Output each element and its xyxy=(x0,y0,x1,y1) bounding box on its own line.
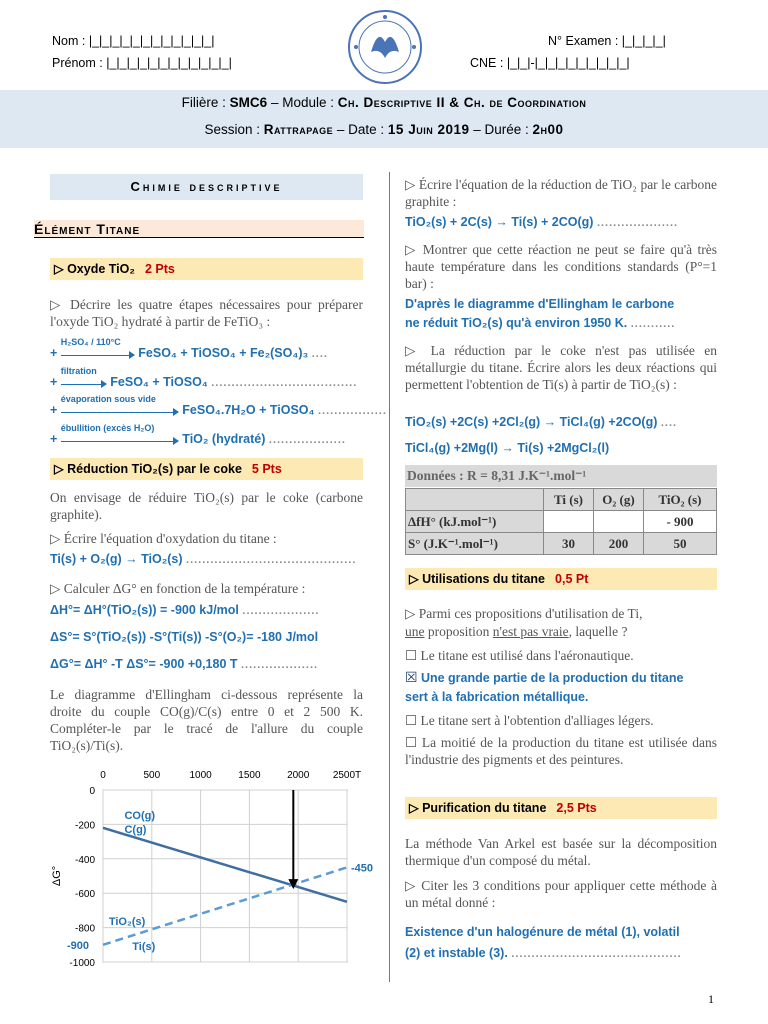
step-1: + H₂SO₄ / 110°C FeSO₄ + TiOSO₄ + Fe₂(SO₄)₃ .... xyxy=(50,336,328,360)
q1-text: ▷ Décrire les quatre étapes nécessaires pour préparer l'oxyde TiO₂ hydraté à partir de FeTiO₃ : xyxy=(50,297,363,329)
university-seal-logo xyxy=(338,8,432,86)
c-label: C(g) xyxy=(124,824,147,836)
q5-answer-2: TiCl₄(g) +2Mg(l) → Ti(s) +2MgCl₂(l) xyxy=(405,441,610,455)
table-cell: ΔfH° (kJ.mol⁻¹) xyxy=(406,511,544,533)
q3-answer: TiO₂(s) + 2C(s) → Ti(s) + 2CO(g) .................... xyxy=(405,215,679,229)
y-tick-label: -600 xyxy=(74,889,95,901)
cne-label: CNE : |_|_|-|_|_|_|_|_|_|_|_|_| xyxy=(470,56,630,70)
data-table xyxy=(405,488,717,555)
q6-text-2: une proposition n'est pas vraie, laquelle ? xyxy=(405,624,628,639)
table-header-cell xyxy=(406,489,544,511)
filiere-line: Filière : SMC6 – Module : Ch. Descriptive II & Ch. de Coordination xyxy=(181,95,587,110)
x-tick-label: 500 xyxy=(143,770,161,781)
nom-field[interactable]: |_|_|_|_|_|_|_|_|_|_|_|_| xyxy=(88,34,215,48)
y-tick-label: -800 xyxy=(74,923,95,935)
prenom-label: Prénom : |_|_|_|_|_|_|_|_|_|_|_|_| xyxy=(52,56,232,70)
table-header-cell: Ti (s) xyxy=(544,489,594,511)
question-reduction-header: ▷ Réduction TiO₂(s) par le coke 5 Pts xyxy=(50,458,363,480)
table-header-cell: TiO₂ (s) xyxy=(644,489,717,511)
examen-field[interactable]: |_|_|_|_| xyxy=(621,34,666,48)
donnees-label: Données : R = 8,31 J.K⁻¹.mol⁻¹ xyxy=(405,465,717,487)
table-cell xyxy=(594,511,644,533)
q4-answer-1: D'après le diagramme d'Ellingham le carbone xyxy=(405,297,675,311)
table-cell: 50 xyxy=(644,533,717,555)
x-tick-label: 0 xyxy=(100,770,106,781)
table-cell: - 900 xyxy=(644,511,717,533)
q7-question: ▷ Citer les 3 conditions pour appliquer cette méthode à un métal donné : xyxy=(405,878,717,910)
question-oxyde-header: ▷ Oxyde TiO₂ 2 Pts xyxy=(50,258,363,280)
ti-label: Ti(s) xyxy=(132,940,156,953)
column-divider xyxy=(389,172,390,982)
minus-900-label: -900 xyxy=(67,939,90,952)
arrow-icon: évaporation sous vide xyxy=(61,404,179,418)
option-3[interactable]: ☐ Le titane sert à l'obtention d'alliages légers. xyxy=(405,713,654,728)
ellingham-chart xyxy=(40,762,380,976)
q5-answer-1: TiO₂(s) +2C(s) +2Cl₂(g) → TiCl₄(g) +2CO(g) .... xyxy=(405,415,678,429)
option-2-selected[interactable]: ☒ Une grande partie de la production du titane sert à la fabrication métallique. xyxy=(405,671,684,704)
q2-a: ▷ Écrire l'équation d'oxydation du titane : xyxy=(50,531,277,546)
session-line: Session : Rattrapage – Date : 15 Juin 2019 – Durée : 2h00 xyxy=(204,122,564,137)
co-label: CO(g) xyxy=(124,810,156,823)
option-4[interactable]: ☐ La moitié de la production du titane est utilisée dans l'industrie des pigments et des peintures. xyxy=(405,735,717,767)
y-axis-label: ΔG° xyxy=(51,865,63,887)
tio2-label: TiO₂(s) xyxy=(108,916,146,929)
x-tick-label: 2000 xyxy=(287,770,310,781)
option-1[interactable]: ☐ Le titane est utilisé dans l'aéronautique. xyxy=(405,648,634,663)
checked-box-icon: ☒ xyxy=(405,671,418,686)
page-number: 1 xyxy=(708,992,714,1006)
table-row xyxy=(406,533,717,555)
question-utilisations-header: ▷ Utilisations du titane 0,5 Pt xyxy=(405,568,717,590)
delta-h-answer: ΔH°= ΔH°(TiO₂(s)) = -900 kJ/mol ................... xyxy=(50,603,320,617)
q2-a-answer: Ti(s) + O₂(g) → TiO₂(s) .......................................... xyxy=(50,552,357,566)
q6-text-1: ▷ Parmi ces propositions d'utilisation de Ti, xyxy=(405,606,643,621)
prenom-field[interactable]: |_|_|_|_|_|_|_|_|_|_|_|_| xyxy=(106,56,232,70)
y-tick-label: -400 xyxy=(74,854,95,866)
nom-label: Nom : |_|_|_|_|_|_|_|_|_|_|_|_| xyxy=(52,34,215,48)
delta-g-answer: ΔG°= ΔH° -T ΔS°= -900 +0,180 T ................... xyxy=(50,657,319,671)
table-cell: 200 xyxy=(594,533,644,555)
cne-field[interactable]: |_|_|-|_|_|_|_|_|_|_|_|_| xyxy=(506,56,630,70)
table-cell xyxy=(544,511,594,533)
arrow-icon: filtration xyxy=(61,376,107,390)
element-title: Élément Titane xyxy=(34,220,364,238)
q2-c: Le diagramme d'Ellingham ci-dessous représente la droite du couple CO(g)/C(s) entre 0 et 2 500 K. Compléter-le par le tracé de l'allure du couple TiO₂(s)/Ti(s). xyxy=(50,687,363,753)
q7-answer-1: Existence d'un halogénure de métal (1), volatil xyxy=(405,925,680,939)
table-row xyxy=(406,511,717,533)
table-cell: 30 xyxy=(544,533,594,555)
q4-answer-2: ne réduit TiO₂(s) qu'à environ 1950 K. ........... xyxy=(405,316,676,330)
x-tick-label: 2500T xyxy=(332,770,362,781)
y-tick-label: -1000 xyxy=(69,958,95,969)
table-header-cell: O₂ (g) xyxy=(594,489,644,511)
step-3: + évaporation sous vide FeSO₄.7H₂O + TiOSO₄ ................. xyxy=(50,393,387,417)
q2-b: ▷ Calculer ΔG° en fonction de la température : xyxy=(50,581,306,596)
arrow-icon: H₂SO₄ / 110°C xyxy=(61,347,135,361)
exam-info-band xyxy=(0,90,768,148)
arrow-icon: ébullition (excès H₂O) xyxy=(61,433,179,447)
q5-text: ▷ La réduction par le coke n'est pas utilisée en métallurgie du titane. Écrire alors les deux réactions qui permettent l'obtention de Ti(s) à partir de TiO₂(s) : xyxy=(405,343,717,392)
x-tick-label: 1000 xyxy=(189,770,212,781)
step-4: + ébullition (excès H₂O) TiO₂ (hydraté) ................... xyxy=(50,422,346,446)
y-tick-label: -200 xyxy=(74,820,95,832)
table-cell: S° (J.K⁻¹.mol⁻¹) xyxy=(406,533,544,555)
q2-intro: On envisage de réduire TiO₂(s) par le coke (carbone graphite). xyxy=(50,490,363,522)
q4-text: ▷ Montrer que cette réaction ne peut se faire qu'à très haute température dans les conditions standards (P°=1 bar) : xyxy=(405,242,717,291)
q3-text: ▷ Écrire l'équation de la réduction de TiO₂ par le carbone graphite : xyxy=(405,177,717,209)
y-tick-label: 0 xyxy=(89,786,95,797)
delta-s-answer: ΔS°= S°(TiO₂(s)) -S°(Ti(s)) -S°(O₂)= -180 J/mol xyxy=(50,630,319,644)
q7-text: La méthode Van Arkel est basée sur la décomposition thermique d'un composé du métal. xyxy=(405,836,717,868)
question-purification-header: ▷ Purification du titane 2,5 Pts xyxy=(405,797,717,819)
section-title: Chimie descriptive xyxy=(50,174,363,200)
q7-answer-2: (2) et instable (3). .......................................... xyxy=(405,946,682,960)
examen-label: N° Examen : |_|_|_|_| xyxy=(548,34,666,48)
minus-450-label: -450 xyxy=(351,862,374,875)
step-2: + filtration FeSO₄ + TiOSO₄ .................................... xyxy=(50,365,358,389)
x-tick-label: 1500 xyxy=(238,770,261,781)
